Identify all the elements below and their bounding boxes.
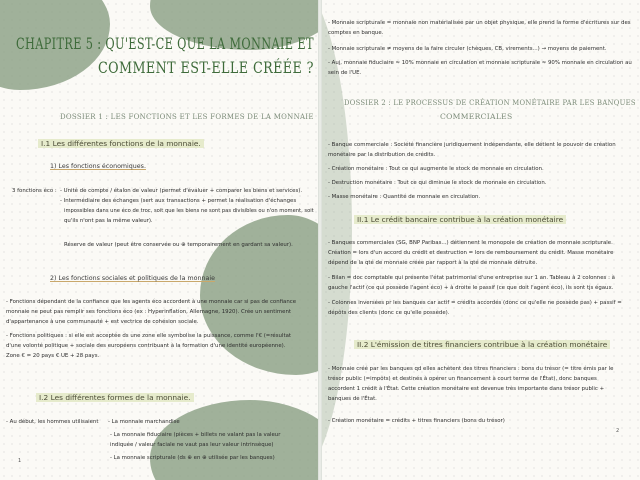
dossier1-heading: DOSSIER 1 : LES FONCTIONS ET LES FORMES DE LA MONNAIE [60, 112, 314, 121]
credit-line: gauche l'actif (ce qui possède l'agent éco) + à droite le passif (ce que doit l'agent éco), ils sont tjs égaux. [328, 285, 614, 291]
politique-line: Zone € = 20 pays € UE + 28 pays. [6, 353, 100, 359]
fonction-line: - Unité de compte / étalon de valeur (permet d'évaluer + comparer les biens et services). [60, 188, 303, 194]
section-1-2-heading [36, 393, 194, 402]
scripturale-line: - Monnaie scripturale = monnaie non matérialisée par un objet physique, elle prend la forme d'écritures sur des [328, 20, 631, 26]
section-1-1-label: I.1 Les différentes fonctions de la monnaie. [38, 139, 204, 148]
scripturale-line: sein de l'UE. [328, 70, 362, 76]
section-1-1a-heading: 1) Les fonctions économiques. [50, 163, 146, 170]
formes-intro: - Au début, les hommes utilisaient [6, 419, 99, 425]
fonction-line: - Intermédiaire des échanges (sert aux transactions + permet la réalisation d'échanges [60, 198, 297, 204]
chapter-title-line1: CHAPITRE 5 : QU'EST-CE QUE LA MONNAIE ET [16, 34, 314, 53]
section-2-2-label: II.2 L'émission de titres financiers contribue à la création monétaire [354, 340, 610, 349]
credit-line: dépend de la qté de monnaie créée par rapport à la qté de monnaie détruite. [328, 260, 538, 266]
titres-line: banques de l'État. [328, 396, 377, 402]
page-number: 2 [616, 428, 620, 434]
definition-line: - Destruction monétaire : Tout ce qui diminue le stock de monnaie en circulation. [328, 180, 547, 186]
dossier2-heading-line1: DOSSIER 2 : LE PROCESSUS DE CRÉATION MONÉTAIRE PAR LES BANQUES [344, 98, 636, 107]
page-number: 1 [18, 458, 22, 464]
scripturale-line: - Monnaie scripturale ≠ moyens de la faire circuler (chèques, CB, virements...) → moyens de paiement. [328, 46, 607, 52]
fonctions-label: 3 fonctions éco : [12, 188, 57, 194]
right-page [322, 0, 640, 480]
credit-line: - Colonnes inversées pr les banques car actif = crédits accordés (donc ce qu'elle ne possède pas) + passif = [328, 300, 622, 306]
fonction-line: impossibles dans une éco de troc, soit que les biens ne sont pas divisibles ou n'on moment, soit [64, 208, 314, 214]
section-1-2-label: I.2 Les différentes formes de la monnaie. [36, 393, 194, 402]
credit-line: Création = lors d'un accord du crédit et destruction = lors de remboursement du crédit. Masse monétaire [328, 250, 614, 256]
politique-line: - Fonctions politiques : si elle est acceptée ds une zone elle symbolise la puissance, comme l'€ (=résultat [6, 333, 291, 339]
section-2-2-heading [354, 340, 610, 349]
politique-line: monnaie ne peut pas remplir ses fonctions éco (ex : Hyperinflation, Allemagne, 1920). Crée un sentiment [6, 309, 291, 315]
definition-line: monétaire par la distribution de crédits. [328, 152, 436, 158]
titres-line: - Création monétaire = crédits + titres financiers (bons du trésor) [328, 418, 505, 424]
credit-line: - Banques commerciales (SG, BNP Paribas...) détiennent le monopole de création de monnaie scripturale. [328, 240, 613, 246]
credit-line: dépôts des clients (donc ce qu'elle possède). [328, 310, 450, 316]
definition-line: - Masse monétaire : Quantité de monnaie en circulation. [328, 194, 481, 200]
section-2-1-heading [354, 215, 566, 224]
dossier2-heading-line2: COMMERCIALES [440, 112, 513, 121]
forme-line: indiquée / valeur faciale ne vaut pas leur valeur intrinsèque) [110, 442, 274, 448]
scripturale-line: comptes en banque. [328, 30, 384, 36]
forme-line: - La monnaie scripturale (ds ⊕ en ⊕ utilisée par les banques) [110, 455, 275, 461]
fonction-line: Réserve de valeur (peut être conservée ou ⊕ temporairement en gardant sa valeur). [64, 242, 293, 248]
forme-line: - La monnaie fiduciaire (pièces + billets ne valant pas la valeur [110, 432, 281, 438]
chapter-title-line2: COMMENT EST-ELLE CRÉÉE ? [98, 58, 314, 77]
credit-line: - Bilan = doc comptable qui présente l'état patrimonial d'une entreprise sur 1 an. Tableau à 2 colonnes : à [328, 275, 615, 281]
titres-line: accordent 1 crédit à l'État. Cette création monétaire est devenue très importante dans trésor public + [328, 386, 605, 392]
politique-line: d'une volonté politique + sociale des européens contribuant à la formation d'une identité européenne). [6, 343, 286, 349]
fonction-line: qu'ils n'ont pas la même valeur). [64, 218, 153, 224]
politique-line: d'appartenance à une communauté + est vectrice de cohésion sociale. [6, 319, 199, 325]
titres-line: - Monnaie créé par les banques qd elles achètent des titres financiers : bons du trésor (= titre émis par le [328, 366, 614, 372]
forme-line: - La monnaie marchandise [108, 419, 180, 425]
section-2-1-label: II.1 Le crédit bancaire contribue à la création monétaire [354, 215, 566, 224]
section-1-1-heading [38, 139, 204, 148]
definition-line: - Création monétaire : Tout ce qui augmente le stock de monnaie en circulation. [328, 166, 544, 172]
scripturale-line: - Auj, monnaie fiduciaire ≈ 10% monnaie en circulation et monnaie scripturale ≈ 90% monnaie en circulation au [328, 60, 632, 66]
section-1-1b-heading: 2) Les fonctions sociales et politiques de la monnaie [50, 275, 215, 282]
politique-line: - Fonctions dépendant de la confiance que les agents éco accordent à une monnaie car si pas de confiance [6, 299, 297, 305]
titres-line: trésor public (=impôts) et destinés à opérer un financement à court terme de l'État), donc banques [328, 376, 597, 382]
left-page [0, 0, 318, 480]
definition-line: - Banque commerciale : Société financière juridiquement indépendante, elle détient le pouvoir de création [328, 142, 616, 148]
